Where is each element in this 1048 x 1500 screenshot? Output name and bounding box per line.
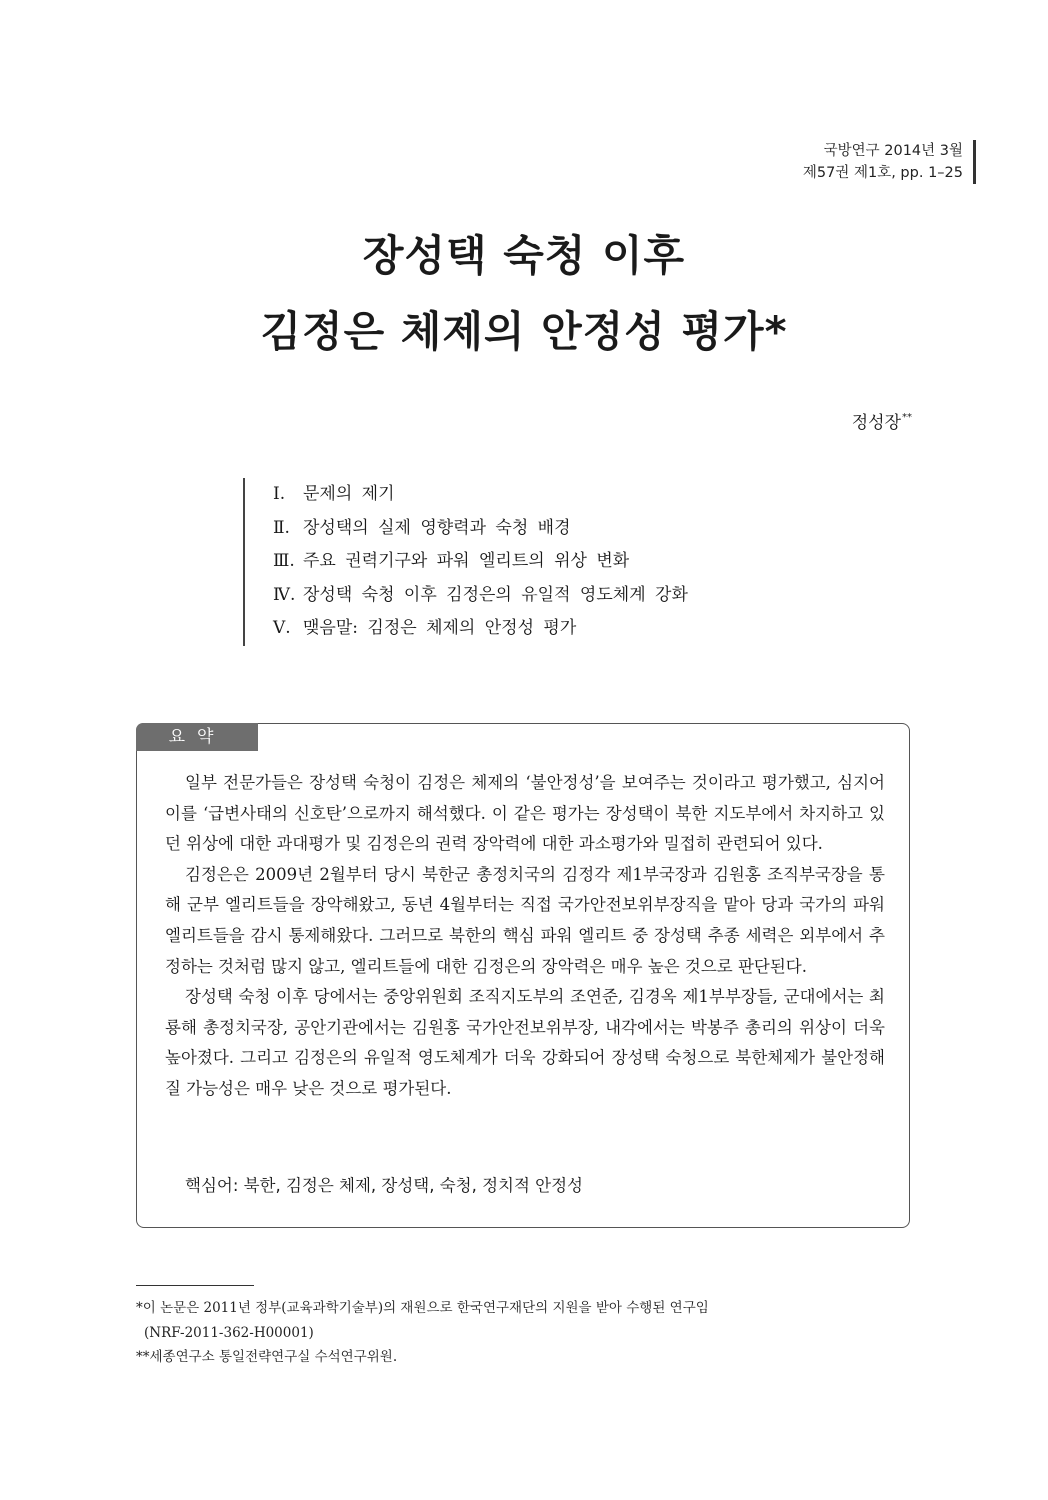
toc-number: Ⅲ. <box>273 551 295 571</box>
journal-volume-pages: 제57권 제1호, pp. 1–25 <box>802 165 963 181</box>
footnote-divider <box>136 1285 254 1286</box>
toc-number: Ⅱ. <box>273 517 290 538</box>
paper-title <box>0 218 1048 370</box>
toc-number: Ⅰ. <box>273 484 286 504</box>
author-footnote-mark: ** <box>902 412 912 423</box>
author-name: 정성장 <box>851 413 901 433</box>
toc-item-4 <box>273 579 688 613</box>
toc-item-1 <box>273 478 688 512</box>
abstract-paragraph-1: 일부 전문가들은 장성택 숙청이 김정은 체제의 ‘불안정성’을 보여주는 것이라고 평가했고, 심지어 이를 ‘급변사태의 신호탄’으로까지 해석했다. 이 같은 평가는 장성택이 북한 지도부에서 차지하고 있던 위상에 대한 과대평가 및 김정은의 권력 장악력에 대한 과소평가와 밀접히 관련되어 있다. <box>165 773 885 854</box>
toc-item-3 <box>273 545 688 579</box>
title-line-1: 장성택 숙청 이후 <box>362 231 686 280</box>
toc-text: 맺음말: 김정은 체제의 안정성 평가 <box>303 618 577 638</box>
journal-issue: 국방연구 2014년 3월 <box>823 143 963 159</box>
title-line-2: 김정은 체제의 안정성 평가* <box>260 307 788 356</box>
keywords: 핵심어: 북한, 김정은 체제, 장성택, 숙청, 정치적 안정성 <box>185 1176 583 1195</box>
footnote-funding: *이 논문은 2011년 정부(교육과학기술부)의 재원으로 한국연구재단의 지원을 받아 수행된 연구임 <box>136 1300 709 1316</box>
author <box>852 408 912 433</box>
toc-item-2 <box>273 512 688 546</box>
abstract-paragraph-3: 장성택 숙청 이후 당에서는 중앙위원회 조직지도부의 조연준, 김경옥 제1부부장들, 군대에서는 최룡해 총정치국장, 공안기관에서는 김원홍 국가안전보위부장, 내각에서는 박봉주 총리의 위상이 더욱 높아졌다. 그리고 김정은의 유일적 영도체계가 더욱 강화되어 장성택 숙청으로 북한체제가 불안정해질 가능성은 매우 낮은 것으로 평가된다. <box>165 987 885 1098</box>
footnotes <box>136 1296 916 1370</box>
footnote-author-affiliation: **세종연구소 통일전략연구실 수석연구위원. <box>136 1349 398 1365</box>
journal-info <box>703 140 976 184</box>
toc-number: Ⅴ. <box>273 618 291 638</box>
toc-text: 장성택의 실제 영향력과 숙청 배경 <box>303 517 571 538</box>
toc-text: 주요 권력기구와 파워 엘리트의 위상 변화 <box>303 551 630 571</box>
toc-text: 문제의 제기 <box>303 484 395 504</box>
toc-text: 장성택 숙청 이후 김정은의 유일적 영도체계 강화 <box>303 584 688 605</box>
abstract-box <box>136 723 910 1228</box>
abstract-paragraph-2: 김정은은 2009년 2월부터 당시 북한군 총정치국의 김정각 제1부국장과 김원홍 조직부국장을 통해 군부 엘리트들을 장악해왔고, 동년 4월부터는 직접 국가안전보위부장직을 맡아 당과 국가의 파워 엘리트들을 감시 통제해왔다. 그러므로 북한의 핵심 파워 엘리트 중 장성택 추종 세력은 외부에서 추정하는 것처럼 많지 않고, 엘리트들에 대한 김정은의 장악력은 매우 높은 것으로 판단된다. <box>165 864 885 976</box>
abstract-label: 요약 <box>136 723 258 751</box>
footnote-grant-number: (NRF-2011-362-H00001) <box>144 1324 314 1341</box>
toc-item-5 <box>273 612 688 646</box>
abstract-body <box>165 768 885 1105</box>
toc-number: Ⅳ. <box>273 584 296 605</box>
table-of-contents <box>243 478 688 646</box>
